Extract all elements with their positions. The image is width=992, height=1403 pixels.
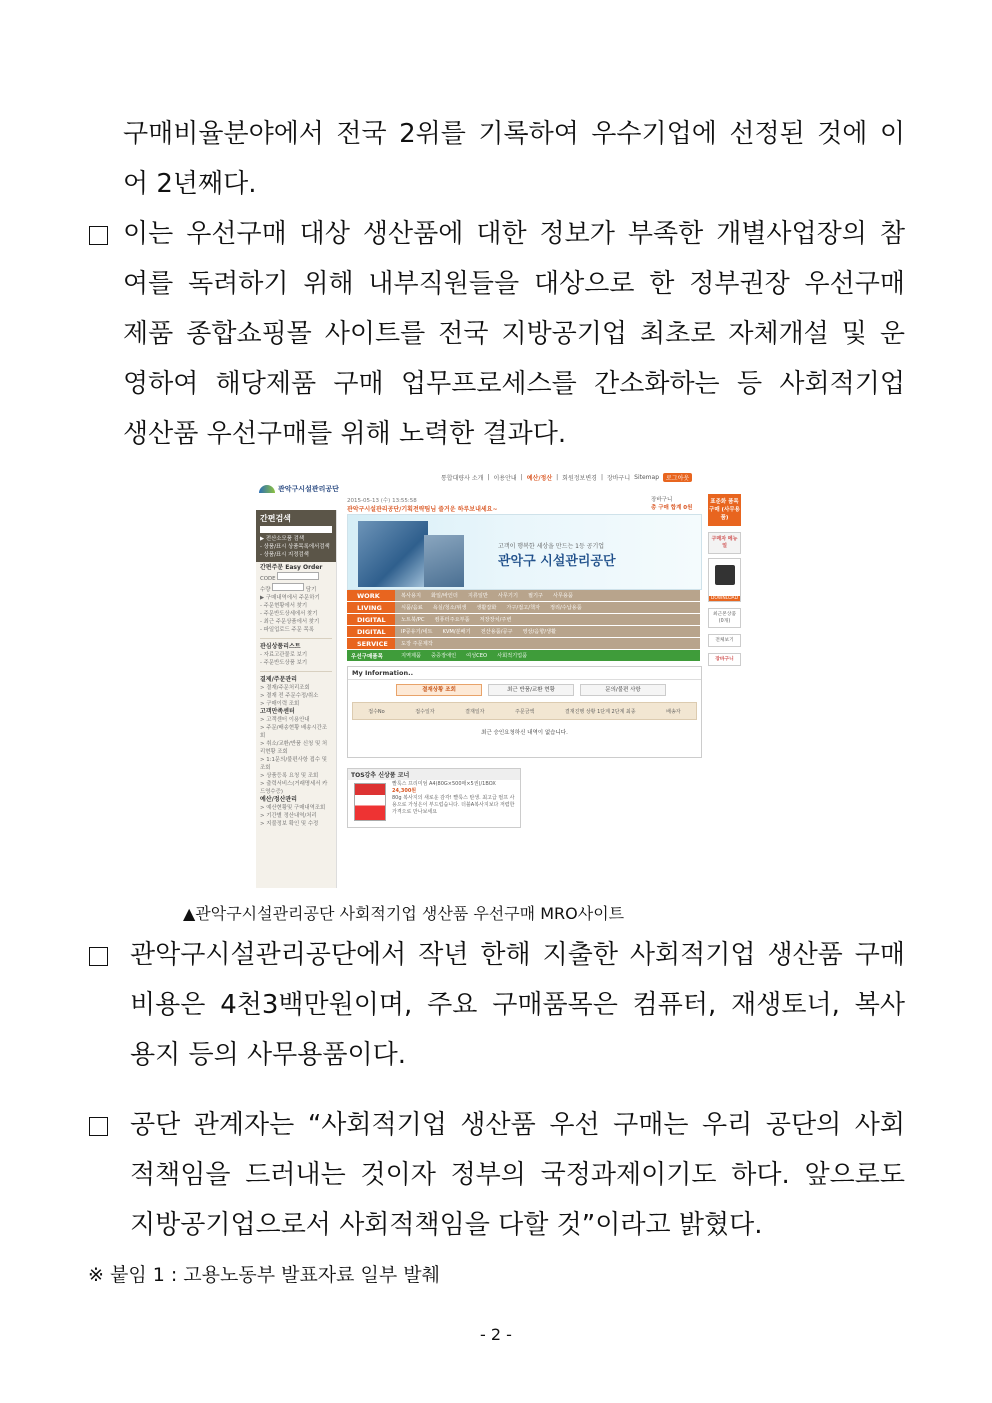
paragraph-4-line-2: 적책임을 드러내는 것이자 정부의 국정과제이기도 하다. 앞으로도 (130, 1160, 905, 1190)
paragraph-2-line-1: 이는 우선구매 대상 생산품에 대한 정보가 부족한 개별사업장의 참 (123, 219, 905, 249)
menu-row: SERVICE 도장 주문제작 (347, 638, 700, 649)
building-image (358, 521, 428, 587)
top-nav-link: 이용안내 (493, 474, 517, 482)
paragraph-1-line-2: 어 2년째다. (123, 169, 257, 199)
paragraph-4-line-1: 공단 관계자는 “사회적기업 생산품 우선 구매는 우리 공단의 사회 (130, 1110, 905, 1140)
site-left-sidebar (256, 510, 337, 888)
info-table-header: 접수No 접수일자 결재일자 주문금액 결재진행 상황 1단계 2단계 최종 배송자 (352, 702, 697, 720)
image-caption: ▲관악구시설관리공단 사회적기업 생산품 우선구매 MRO사이트 (183, 904, 625, 923)
paragraph-1-line-1: 구매비율분야에서 전국 2위를 기록하여 우수기업에 선정된 것에 이 (123, 119, 905, 149)
payment-section: 결제/주문관리 > 결재/주문처리조회 > 결재 전 주문수정/취소 > 구매이력 조회 고객만족센터 > 고객센터 이용안내 > 주문/배송현황 배송시간조회 > 취소/교환/반품 신청 및 처리현황 조회 > 1:1문의/불편사항 접수 및 조회 > 상품등록 요청 및 조회 > 출력서비스(거래명세서 카드영수증) 예산/정산관리 > 예산현황및 구매내역조회 > 기간별 정산내역/처리 > 지불정보 확인 및 수정 (260, 676, 328, 827)
checkbox-bullet-icon (89, 947, 108, 966)
logo-mark-icon (259, 485, 275, 493)
site-logo: 관악구시설관리공단 (259, 482, 339, 496)
site-cart-summary: 장바구니 총 구매 합계 0원 (651, 497, 693, 511)
site-banner: 고객이 행복한 세상을 만드는 1등 공기업 관악구 시설관리공단 (347, 514, 702, 590)
menu-row: DIGITAL IP공유기/네트 KVM/분배기 전산용품/공구 영상/음향/생활 (347, 626, 700, 637)
top-nav-link: 회원정보변경 (562, 474, 597, 482)
menu-row: LIVING 식품/음료 욕실/청소/위생 생활잡화 가구/접고/책자 정리/수납용품 (347, 602, 700, 613)
paragraph-2-line-5: 생산품 우선구매를 위해 노력한 결과다. (123, 419, 567, 449)
search-input (260, 526, 332, 533)
top-nav-link: 통합대량사 소개 (441, 474, 484, 482)
building-image (424, 535, 464, 587)
logout-button: 로그아웃 (663, 473, 692, 482)
site-right-rail: 표준화 품목구매 (사무용품) 구매자 메뉴얼 DOWNLOAD 최근본상품 (0개) 전체보기 장바구니 (708, 494, 741, 666)
menu-row-priority: 우선구매품목 지역제품 중증장애인 여성CEO 사회적기업품 (347, 650, 700, 661)
new-product-corner: TOS강추 신상품 코너 빨룩스 프리미엄 A4(80G×500매×5권)/1BOX 24,300원 80g 복사지의 새로운 감각! 빨룩스 탄생. 최고급 펄프 사용으로 가성은이 부드럽습니다. 더블A복사지보다 저렴한 가격으로 만나보세요 (347, 768, 521, 828)
paragraph-3-line-3: 용지 등의 사무용품이다. (130, 1040, 406, 1070)
paragraph-3-line-1: 관악구시설관리공단에서 작년 한해 지출한 사회적기업 생산품 구매 (130, 940, 905, 970)
wishlist-panel: 관심상품리스트 - 자료고관물로 보기 - 주문반도상품 보기 (260, 643, 308, 666)
cd-icon (715, 565, 735, 585)
quick-search-panel: 간편검색 ▶ 전산소모품 검색 - 상품/표시 상품목록에서검색 - 상품/표시 지정검색 (256, 510, 336, 562)
paragraph-3-line-2: 비용은 4천3백만원이며, 주요 구매품목은 컴퓨터, 재생토너, 복사 (130, 990, 905, 1020)
mro-site-screenshot (253, 468, 743, 888)
info-tabs: 결재상황 조회 최근 반품/교환 현황 문의/불편 사항 (396, 684, 701, 696)
paragraph-2-line-4: 영하여 해당제품 구매 업무프로세스를 간소화하는 등 사회적기업 (123, 369, 905, 399)
checkbox-bullet-icon (89, 1117, 108, 1136)
easy-order-panel: 간편주문 Easy Order CODE 수량 담기 ▶ 구매내역에서 주문하기 - 주문현황에서 찾기 - 주문반도상세에서 찾기 - 최근 주문상품에서 찾기 - 파일업로드 주문 목록 (260, 564, 323, 633)
top-nav-link: 예산/정산 (526, 474, 553, 482)
paragraph-2-line-2: 여를 독려하기 위해 내부직원들을 대상으로 한 정부권장 우선구매 (123, 269, 905, 299)
site-date: 2015-05-13 (수) 13:55:58 (347, 498, 417, 504)
my-information-panel: My Information.. 결재상황 조회 최근 반품/교환 현황 문의/불편 사항 접수No 접수일자 결재일자 주문금액 결재진행 상황 1단계 2단계 최종 배송자 최근 승인요청하신 내역이 없습니다. (347, 666, 702, 758)
top-nav-link: 장바구니 (606, 474, 631, 482)
menu-row: DIGITAL 노트북/PC 컴퓨터주요부품 저장장치/주변 (347, 614, 700, 625)
checkbox-bullet-icon (89, 226, 108, 245)
paragraph-4-line-3: 지방공기업으로서 사회적책임을 다할 것”이라고 밝혔다. (130, 1210, 763, 1240)
attachment-note: ※ 붙임 1 : 고용노동부 발표자료 일부 발췌 (88, 1264, 440, 1286)
site-welcome: 관악구시설관리공단/기획전략팀님 즐거운 하루보내세요~ (347, 506, 498, 513)
download-box: DOWNLOAD (708, 558, 741, 602)
product-image (354, 783, 386, 821)
menu-row: WORK 복사용지 화일/바인더 지류일반 사무기기 필기구 사무용품 (347, 590, 700, 601)
paragraph-2-line-3: 제품 종합쇼핑몰 사이트를 전국 지방공기업 최초로 자체개설 및 운 (123, 319, 905, 349)
category-menu (347, 590, 700, 662)
site-top-nav: 통합대량사 소개 | 이용안내 | 예산/정산 | 회원정보변경 | 장바구니 Sitemap 로그아웃 (441, 472, 703, 482)
page-number: - 2 - (480, 1325, 512, 1344)
top-nav-link: Sitemap (634, 473, 660, 481)
